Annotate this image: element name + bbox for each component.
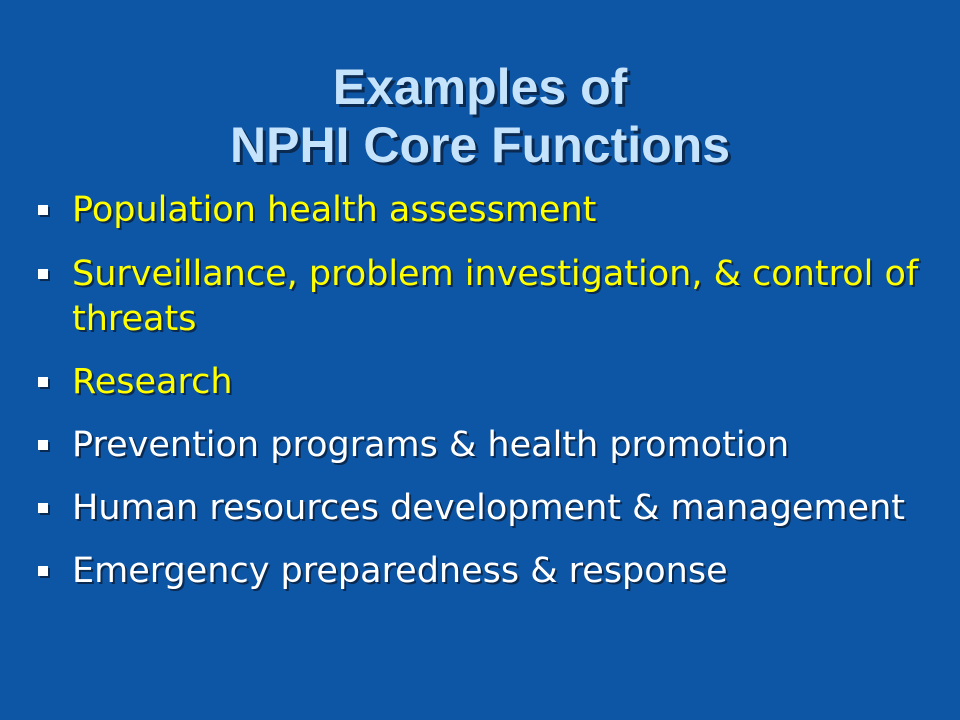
bullet-item [34, 423, 954, 468]
bullet-text: Surveillance, problem investigation, & control of threats [72, 254, 919, 339]
square-bullet-icon [38, 269, 48, 279]
square-bullet-icon [38, 566, 48, 576]
slide-title [0, 58, 960, 174]
square-bullet-icon [38, 205, 48, 215]
title-line-2: NPHI Core Functions [229, 116, 731, 173]
bullet-item [34, 360, 954, 405]
title-line-1: Examples of [332, 58, 628, 115]
bullet-list [34, 188, 954, 612]
bullet-item [34, 549, 954, 594]
bullet-text: Prevention programs & health promotion [72, 425, 790, 465]
square-bullet-icon [38, 377, 48, 387]
bullet-text: Human resources development & management [72, 488, 905, 528]
bullet-text: Population health assessment [72, 190, 597, 230]
bullet-item [34, 486, 954, 531]
bullet-item [34, 188, 954, 233]
bullet-item [34, 252, 954, 342]
square-bullet-icon [38, 503, 48, 513]
bullet-text: Emergency preparedness & response [72, 551, 728, 591]
square-bullet-icon [38, 440, 48, 450]
bullet-text: Research [72, 362, 233, 402]
